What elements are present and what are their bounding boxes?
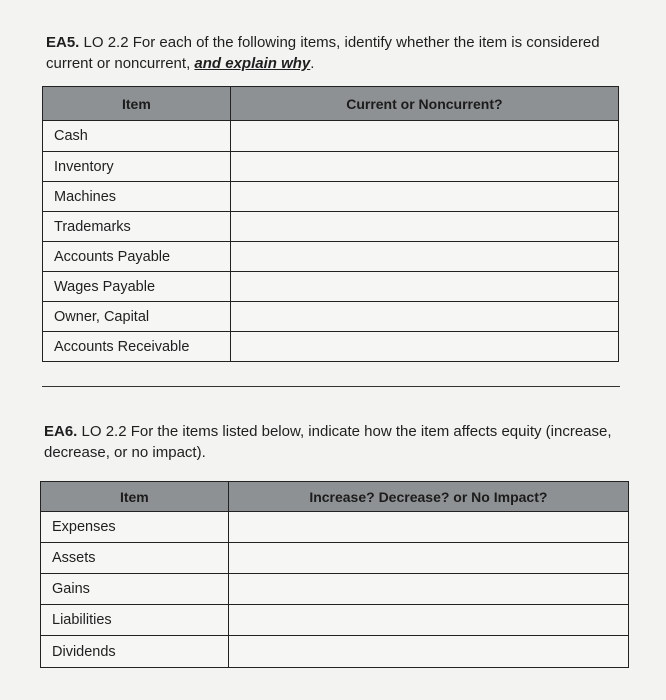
ea6-item-liabilities: Liabilities	[41, 605, 229, 636]
ea5-question	[46, 32, 616, 74]
ea5-label: EA5.	[46, 34, 80, 51]
ea6-item-assets: Assets	[41, 543, 229, 574]
ea5-answer-cell[interactable]	[230, 212, 618, 242]
ea5-table	[42, 86, 619, 362]
ea6-answer-cell[interactable]	[228, 605, 628, 636]
ea6-prompt: LO 2.2 For the items listed below, indicate how the item affects equity (increase, decrease, or no impact).	[44, 423, 612, 461]
ea5-end: .	[310, 55, 315, 72]
ea6-item-gains: Gains	[41, 574, 229, 605]
ea5-item-machines: Machines	[43, 182, 231, 212]
ea6-answer-cell[interactable]	[228, 574, 628, 605]
ea5-prompt: LO 2.2 For each of the following items, identify whether the item is considered current or noncurrent,	[46, 34, 600, 72]
ea6-question	[44, 421, 619, 463]
ea6-answer-cell[interactable]	[228, 512, 628, 543]
ea6-item-expenses: Expenses	[41, 512, 229, 543]
ea5-item-wages-payable: Wages Payable	[43, 272, 231, 302]
ea6-header-answer: Increase? Decrease? or No Impact?	[228, 482, 628, 512]
ea6-answer-cell[interactable]	[228, 543, 628, 574]
ea5-answer-cell[interactable]	[230, 272, 618, 302]
ea5-answer-cell[interactable]	[230, 152, 618, 182]
ea5-answer-cell[interactable]	[230, 332, 618, 362]
ea5-emphasis: and explain why	[194, 55, 311, 72]
separator-line	[42, 386, 620, 387]
ea5-header-item: Item	[43, 87, 231, 121]
ea5-answer-cell[interactable]	[230, 302, 618, 332]
ea5-item-inventory: Inventory	[43, 152, 231, 182]
ea6-label: EA6.	[44, 423, 78, 440]
ea5-header-answer: Current or Noncurrent?	[230, 87, 618, 121]
ea5-answer-cell[interactable]	[230, 242, 618, 272]
ea5-item-accounts-receivable: Accounts Receivable	[43, 332, 231, 362]
ea5-item-accounts-payable: Accounts Payable	[43, 242, 231, 272]
ea5-item-trademarks: Trademarks	[43, 212, 231, 242]
ea5-answer-cell[interactable]	[230, 182, 618, 212]
ea6-header-item: Item	[41, 482, 229, 512]
ea5-answer-cell[interactable]	[230, 121, 618, 152]
ea6-item-dividends: Dividends	[41, 636, 229, 668]
ea5-item-cash: Cash	[43, 121, 231, 152]
ea6-table	[40, 481, 629, 668]
ea6-answer-cell[interactable]	[228, 636, 628, 668]
ea5-item-owner-capital: Owner, Capital	[43, 302, 231, 332]
